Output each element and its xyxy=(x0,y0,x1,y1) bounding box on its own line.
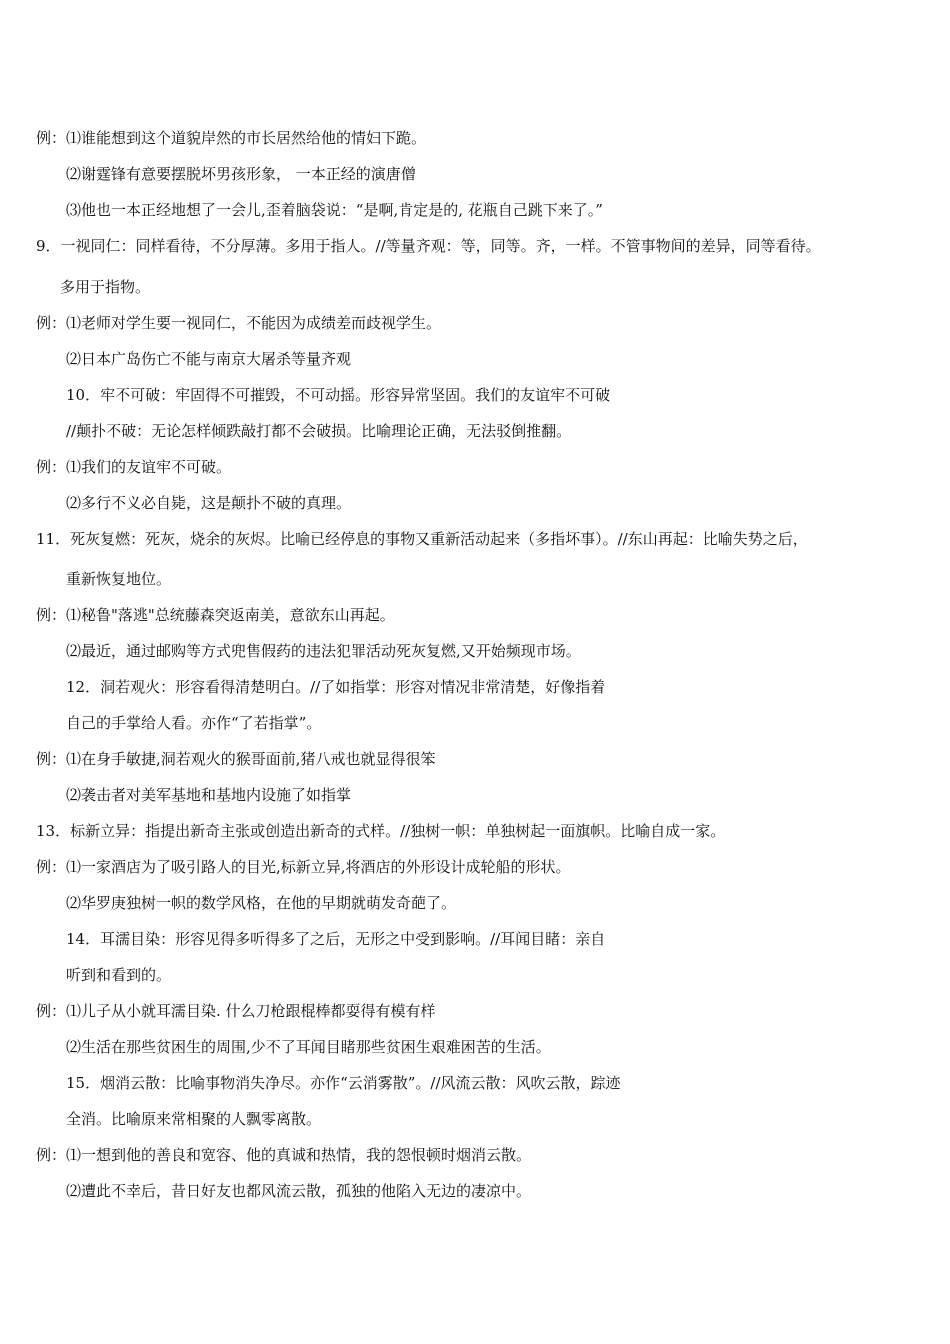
text-line: 例：⑴秘鲁"落逃"总统藤森突返南美，意欲东山再起。 xyxy=(36,606,395,624)
text-line: 例：⑴一想到他的善良和宽容、他的真诚和热情，我的怨恨顿时烟消云散。 xyxy=(36,1146,532,1164)
text-line: ⑵袭击者对美军基地和基地内设施了如指掌 xyxy=(66,786,352,804)
text-line: ⑵谢霆锋有意要摆脱坏男孩形象， 一本正经的演唐僧 xyxy=(66,165,416,183)
text-line: 15．烟消云散：比喻事物消失净尽。亦作“云消雾散”。//风流云散：风吹云散，踪迹 xyxy=(66,1074,621,1092)
text-line: 多用于指物。 xyxy=(60,278,151,296)
text-line: 例：⑴在身手敏捷,洞若观火的猴哥面前,猪八戒也就显得很笨 xyxy=(36,750,436,768)
text-line: 例：⑴一家酒店为了吸引路人的目光,标新立异,将酒店的外形设计成轮船的形状。 xyxy=(36,858,571,876)
text-line: 12．洞若观火：形容看得清楚明白。//了如指掌：形容对情况非常清楚，好像指着 xyxy=(66,678,606,696)
text-line: 自己的手掌给人看。亦作“了若指掌”。 xyxy=(66,714,322,732)
text-line: 例：⑴我们的友谊牢不可破。 xyxy=(36,458,232,476)
text-line: 听到和看到的。 xyxy=(66,966,172,984)
text-line: ⑵生活在那些贫困生的周围,少不了耳闻目睹那些贫困生艰难困苦的生活。 xyxy=(66,1038,551,1056)
text-line: ⑶他也一本正经地想了一会儿,歪着脑袋说：“是啊,肯定是的, 花瓶自己跳下来了。” xyxy=(66,201,603,219)
text-line: 9．一视同仁：同样看待，不分厚薄。多用于指人。//等量齐观：等，同等。齐，一样。不管事物间的差异，同等看待。 xyxy=(36,237,821,255)
text-line: ⑵华罗庚独树一帜的数学风格，在他的早期就萌发奇葩了。 xyxy=(66,894,457,912)
text-line: ⑵遭此不幸后，昔日好友也都风流云散，孤独的他陷入无边的凄凉中。 xyxy=(66,1182,532,1200)
text-line: //颠扑不破：无论怎样倾跌敲打都不会破损。比喻理论正确，无法驳倒推翻。 xyxy=(66,422,572,440)
text-line: 例：⑴儿子从小就耳濡目染. 什么刀枪跟棍棒都耍得有模有样 xyxy=(36,1002,436,1020)
text-line: 10．牢不可破：牢固得不可摧毁，不可动摇。形容异常坚固。我们的友谊牢不可破 xyxy=(66,386,611,404)
text-line: 13．标新立异：指提出新奇主张或创造出新奇的式样。//独树一帜：单独树起一面旗帜。比喻自成一家。 xyxy=(36,822,726,840)
text-line: 14．耳濡目染：形容见得多听得多了之后，无形之中受到影响。//耳闻目睹：亲自 xyxy=(66,930,606,948)
text-line: ⑵多行不义必自毙，这是颠扑不破的真理。 xyxy=(66,494,352,512)
text-line: 全消。比喻原来常相聚的人飘零离散。 xyxy=(66,1110,322,1128)
text-line: ⑵日本广岛伤亡不能与南京大屠杀等量齐观 xyxy=(66,350,352,368)
text-line: 例：⑴谁能想到这个道貌岸然的市长居然给他的情妇下跪。 xyxy=(36,129,427,147)
text-line: 例：⑴老师对学生要一视同仁，不能因为成绩差而歧视学生。 xyxy=(36,314,442,332)
text-line: 11．死灰复燃：死灰，烧余的灰烬。比喻已经停息的事物又重新活动起来（多指坏事）。//东山再起：比喻失势之后， xyxy=(36,530,808,548)
text-line: 重新恢复地位。 xyxy=(66,570,172,588)
text-line: ⑵最近，通过邮购等方式兜售假药的违法犯罪活动死灰复燃,又开始频现市场。 xyxy=(66,642,581,660)
